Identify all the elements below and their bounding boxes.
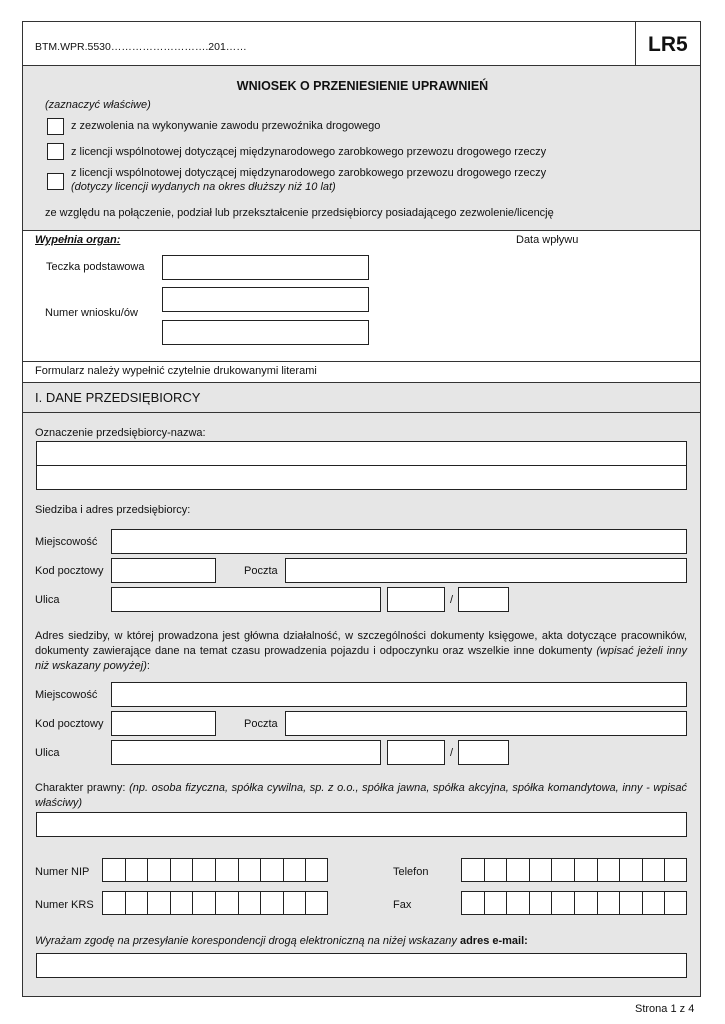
legal-form-hint: (np. osoba fizyczna, spółka cywilna, sp. z o.o., spółka jawna, spółka akcyjna, spółka komandytowa, inny - wpisać właściwy)	[35, 782, 688, 809]
post-office-label: Poczta	[244, 565, 278, 577]
city-label: Miejscowość	[35, 689, 98, 701]
form-code: LR5	[648, 33, 688, 56]
company-name-label: Oznaczenie przedsiębiorcy-nazwa:	[35, 427, 206, 439]
postal-code-field[interactable]	[111, 558, 216, 583]
city-field-2[interactable]	[111, 682, 687, 707]
nip-field[interactable]	[102, 858, 328, 882]
postal-code-field-2[interactable]	[111, 711, 216, 736]
application-number-field-2[interactable]	[162, 320, 369, 345]
email-consent-label: Wyrażam zgodę na przesyłanie korespondencji drogą elektroniczną na niżej wskazany	[35, 935, 457, 947]
folder-label: Teczka podstawowa	[46, 261, 145, 273]
option-label: z zezwolenia na wykonywanie zawodu przewoźnika drogowego	[71, 120, 381, 132]
building-number-field-2[interactable]	[387, 740, 445, 765]
email-consent-text	[35, 935, 528, 948]
postal-code-label: Kod pocztowy	[35, 565, 104, 577]
post-office-label: Poczta	[244, 718, 278, 730]
main-activity-address-hint: (wpisać jeżeli inny niż wskazany powyżej)	[35, 645, 687, 672]
street-field-2[interactable]	[111, 740, 381, 765]
city-field[interactable]	[111, 529, 687, 554]
krs-label: Numer KRS	[35, 899, 94, 911]
fax-field[interactable]	[461, 891, 687, 915]
legal-form-label: Charakter prawny:	[35, 782, 126, 794]
main-activity-address-colon: :	[146, 660, 150, 672]
phone-field[interactable]	[461, 858, 687, 882]
apartment-number-field[interactable]	[458, 587, 509, 612]
application-number-label: Numer wniosku/ów	[45, 307, 138, 319]
street-field[interactable]	[111, 587, 381, 612]
checkbox-transfer-permit[interactable]	[47, 118, 64, 135]
page-number: Strona 1 z 4	[635, 1003, 695, 1015]
building-number-field[interactable]	[387, 587, 445, 612]
option-label: z licencji wspólnotowej dotyczącej międzynarodowego zarobkowego przewozu drogowego rzeczy	[71, 146, 547, 158]
postal-code-label: Kod pocztowy	[35, 718, 104, 730]
option-label: z licencji wspólnotowej dotyczącej międzynarodowego zarobkowego przewozu drogowego rzeczy	[71, 167, 547, 179]
office-heading: Wypełnia organ:	[35, 234, 121, 246]
divider-section-title-top	[22, 382, 701, 383]
phone-label: Telefon	[393, 866, 429, 878]
email-field[interactable]	[36, 953, 687, 978]
transfer-reason: ze względu na połączenie, podział lub przekształcenie przedsiębiorcy posiadającego zezwolenie/licencję	[45, 207, 554, 219]
application-hint: (zaznaczyć właściwe)	[45, 99, 151, 111]
reference-number: BTM.WPR.5530……………………….201……	[35, 41, 247, 53]
application-title: WNIOSEK O PRZENIESIENIE UPRAWNIEŃ	[236, 79, 489, 93]
folder-field[interactable]	[162, 255, 369, 280]
main-activity-address-label: Adres siedziby, w której prowadzona jest główna działalność, w szczególności dokumenty księgowe, akta dotyczące pracowników, dokumenty zawierające dane na temat czasu prowadzenia pojazdu i odpoczynku oraz wszelkie inne dokumenty	[35, 630, 687, 657]
legal-form-field[interactable]	[36, 812, 687, 837]
email-consent-bold: adres e-mail:	[459, 935, 528, 947]
street-label: Ulica	[35, 594, 60, 606]
application-number-field-1[interactable]	[162, 287, 369, 312]
divider-code	[635, 21, 636, 66]
divider-header	[22, 65, 701, 66]
city-label: Miejscowość	[35, 536, 98, 548]
apartment-number-field-2[interactable]	[458, 740, 509, 765]
option-note: (dotyczy licencji wydanych na okres dłuższy niż 10 lat)	[71, 181, 336, 193]
checkbox-transfer-license-long[interactable]	[47, 173, 64, 190]
section-title: I. DANE PRZEDSIĘBIORCY	[35, 390, 201, 405]
number-separator: /	[450, 594, 454, 606]
fill-instruction: Formularz należy wypełnić czytelnie drukowanymi literami	[35, 365, 317, 377]
number-separator: /	[450, 747, 454, 759]
fax-label: Fax	[393, 899, 412, 911]
nip-label: Numer NIP	[35, 866, 90, 878]
address-heading: Siedziba i adres przedsiębiorcy:	[35, 504, 191, 516]
post-office-field-2[interactable]	[285, 711, 687, 736]
company-name-field-1[interactable]	[36, 441, 687, 466]
divider-office	[22, 230, 701, 231]
checkbox-transfer-license[interactable]	[47, 143, 64, 160]
street-label: Ulica	[35, 747, 60, 759]
post-office-field[interactable]	[285, 558, 687, 583]
divider-section-title-bottom	[22, 412, 701, 413]
date-received-label: Data wpływu	[516, 234, 579, 246]
main-activity-address-text	[35, 629, 687, 674]
krs-field[interactable]	[102, 891, 328, 915]
legal-form-text	[35, 781, 687, 811]
company-name-field-2[interactable]	[36, 465, 687, 490]
divider-instruction	[22, 361, 701, 362]
